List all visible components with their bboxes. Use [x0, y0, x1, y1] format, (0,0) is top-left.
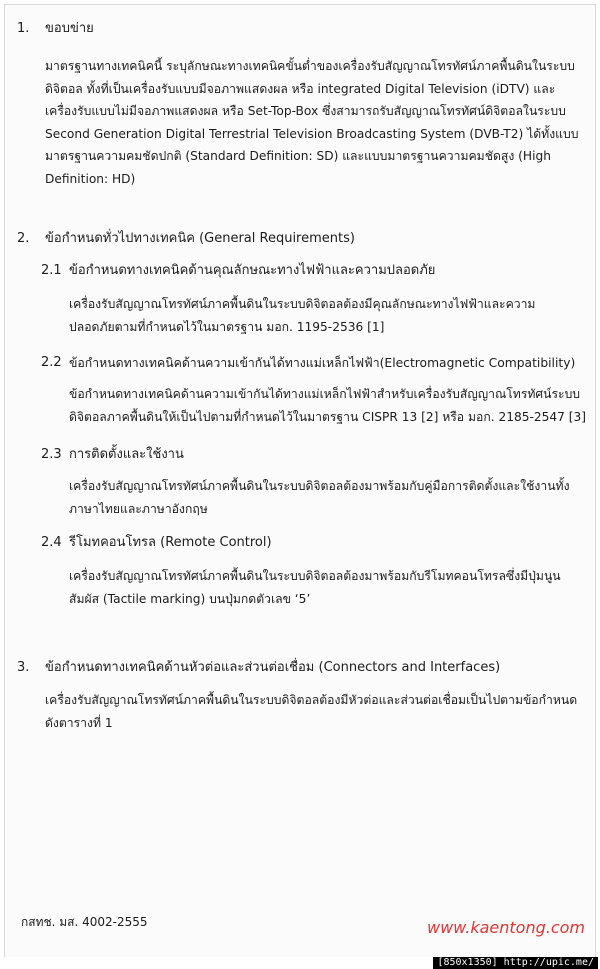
subsection-2-2-number: 2.2 [41, 355, 62, 370]
subsection-2-1-line: ปลอดภัยตามที่กำหนดไว้ในมาตรฐาน มอก. 1195-2536 [1] [69, 319, 385, 334]
section-2-title: ข้อกำหนดทั่วไปทางเทคนิค (General Requirements) [45, 231, 355, 246]
subsection-2-2-title: ข้อกำหนดทางเทคนิคด้านความเข้ากันได้ทางแม่เหล็กไฟฟ้า(Electromagnetic Compatibility) [69, 356, 576, 370]
subsection-2-4-title: รีโมทคอนโทรล (Remote Control) [69, 535, 272, 550]
section-3-line: เครื่องรับสัญญาณโทรทัศน์ภาคพื้นดินในระบบดิจิตอลต้องมีหัวต่อและส่วนต่อเชื่อมเป็นไปตามข้อกำหนด [45, 693, 578, 707]
section-1-line: มาตรฐานความคมชัดปกติ (Standard Definition: SD) และแบบมาตรฐานความคมชัดสูง (High [45, 149, 551, 163]
subsection-2-1-line: เครื่องรับสัญญาณโทรทัศน์ภาคพื้นดินในระบบดิจิตอลต้องมีคุณลักษณะทางไฟฟ้าและความ [69, 297, 536, 311]
subsection-2-1-title: ข้อกำหนดทางเทคนิคด้านคุณลักษณะทางไฟฟ้าและความปลอดภัย [69, 263, 436, 278]
section-3-line: ดังตารางที่ 1 [45, 715, 113, 730]
section-3-number: 3. [17, 660, 30, 675]
section-1-line: ดิจิตอล ทั้งที่เป็นเครื่องรับแบบมีจอภาพแสดงผล หรือ integrated Digital Television (iDTV) และ [45, 81, 556, 96]
subsection-2-2-body [69, 383, 586, 428]
subsection-2-1-body [69, 293, 535, 338]
image-size-stamp: [850x1350] http://upic.me/ [433, 957, 598, 969]
subsection-2-3-title: การติดตั้งและใช้งาน [69, 447, 184, 462]
section-1-body [45, 55, 578, 190]
subsection-2-4-number: 2.4 [41, 535, 62, 550]
section-1-line: เครื่องรับแบบไม่มีจอภาพแสดงผล หรือ Set-Top-Box ซึ่งสามารถรับสัญญาณโทรทัศน์ดิจิตอลในระบบ [45, 104, 566, 118]
section-2-number: 2. [17, 231, 30, 246]
subsection-2-3-line: เครื่องรับสัญญาณโทรทัศน์ภาคพื้นดินในระบบดิจิตอลต้องมาพร้อมกับคู่มือการติดตั้งและใช้งานทั้ง [69, 479, 570, 493]
section-1-line: Definition: HD) [45, 171, 136, 186]
image-info-bar [0, 957, 600, 969]
section-1-line: มาตรฐานทางเทคนิคนี้ ระบุลักษณะทางเทคนิคขั้นต่ำของเครื่องรับสัญญาณโทรทัศน์ภาคพื้นดินในระบบ [45, 59, 575, 73]
subsection-2-4-body [69, 565, 561, 610]
subsection-2-4-line: สัมผัส (Tactile marking) บนปุ่มกดตัวเลข ‘5’ [69, 591, 311, 606]
subsection-2-2-line: ข้อกำหนดทางเทคนิคด้านความเข้ากันได้ทางแม่เหล็กไฟฟ้าสำหรับเครื่องรับสัญญาณโทรทัศน์ระบบ [69, 387, 581, 401]
subsection-2-4-line: เครื่องรับสัญญาณโทรทัศน์ภาคพื้นดินในระบบดิจิตอลต้องมาพร้อมกับรีโมทคอนโทรลซึ่งมีปุ่มนูน [69, 569, 561, 583]
subsection-2-1-number: 2.1 [41, 263, 62, 278]
section-3-title: ข้อกำหนดทางเทคนิคด้านหัวต่อและส่วนต่อเชื่อม (Connectors and Interfaces) [45, 660, 501, 675]
section-1-number: 1. [17, 21, 30, 36]
section-3-body [45, 689, 577, 734]
section-1-line: Second Generation Digital Terrestrial Television Broadcasting System (DVB-T2) ได้ทั้งแบบ [45, 126, 579, 141]
document-page [4, 4, 596, 960]
watermark: www.kaentong.com [427, 918, 585, 937]
document-code: กสทช. มส. 4002-2555 [21, 915, 148, 929]
subsection-2-3-number: 2.3 [41, 447, 62, 462]
subsection-2-3-line: ภาษาไทยและภาษาอังกฤษ [69, 501, 208, 516]
subsection-2-3-body [69, 475, 570, 520]
subsection-2-2-line: ดิจิตอลภาคพื้นดินให้เป็นไปตามที่กำหนดไว้ในมาตรฐาน CISPR 13 [2] หรือ มอก. 2185-2547 [3] [69, 409, 587, 424]
section-1-title: ขอบข่าย [45, 21, 94, 36]
